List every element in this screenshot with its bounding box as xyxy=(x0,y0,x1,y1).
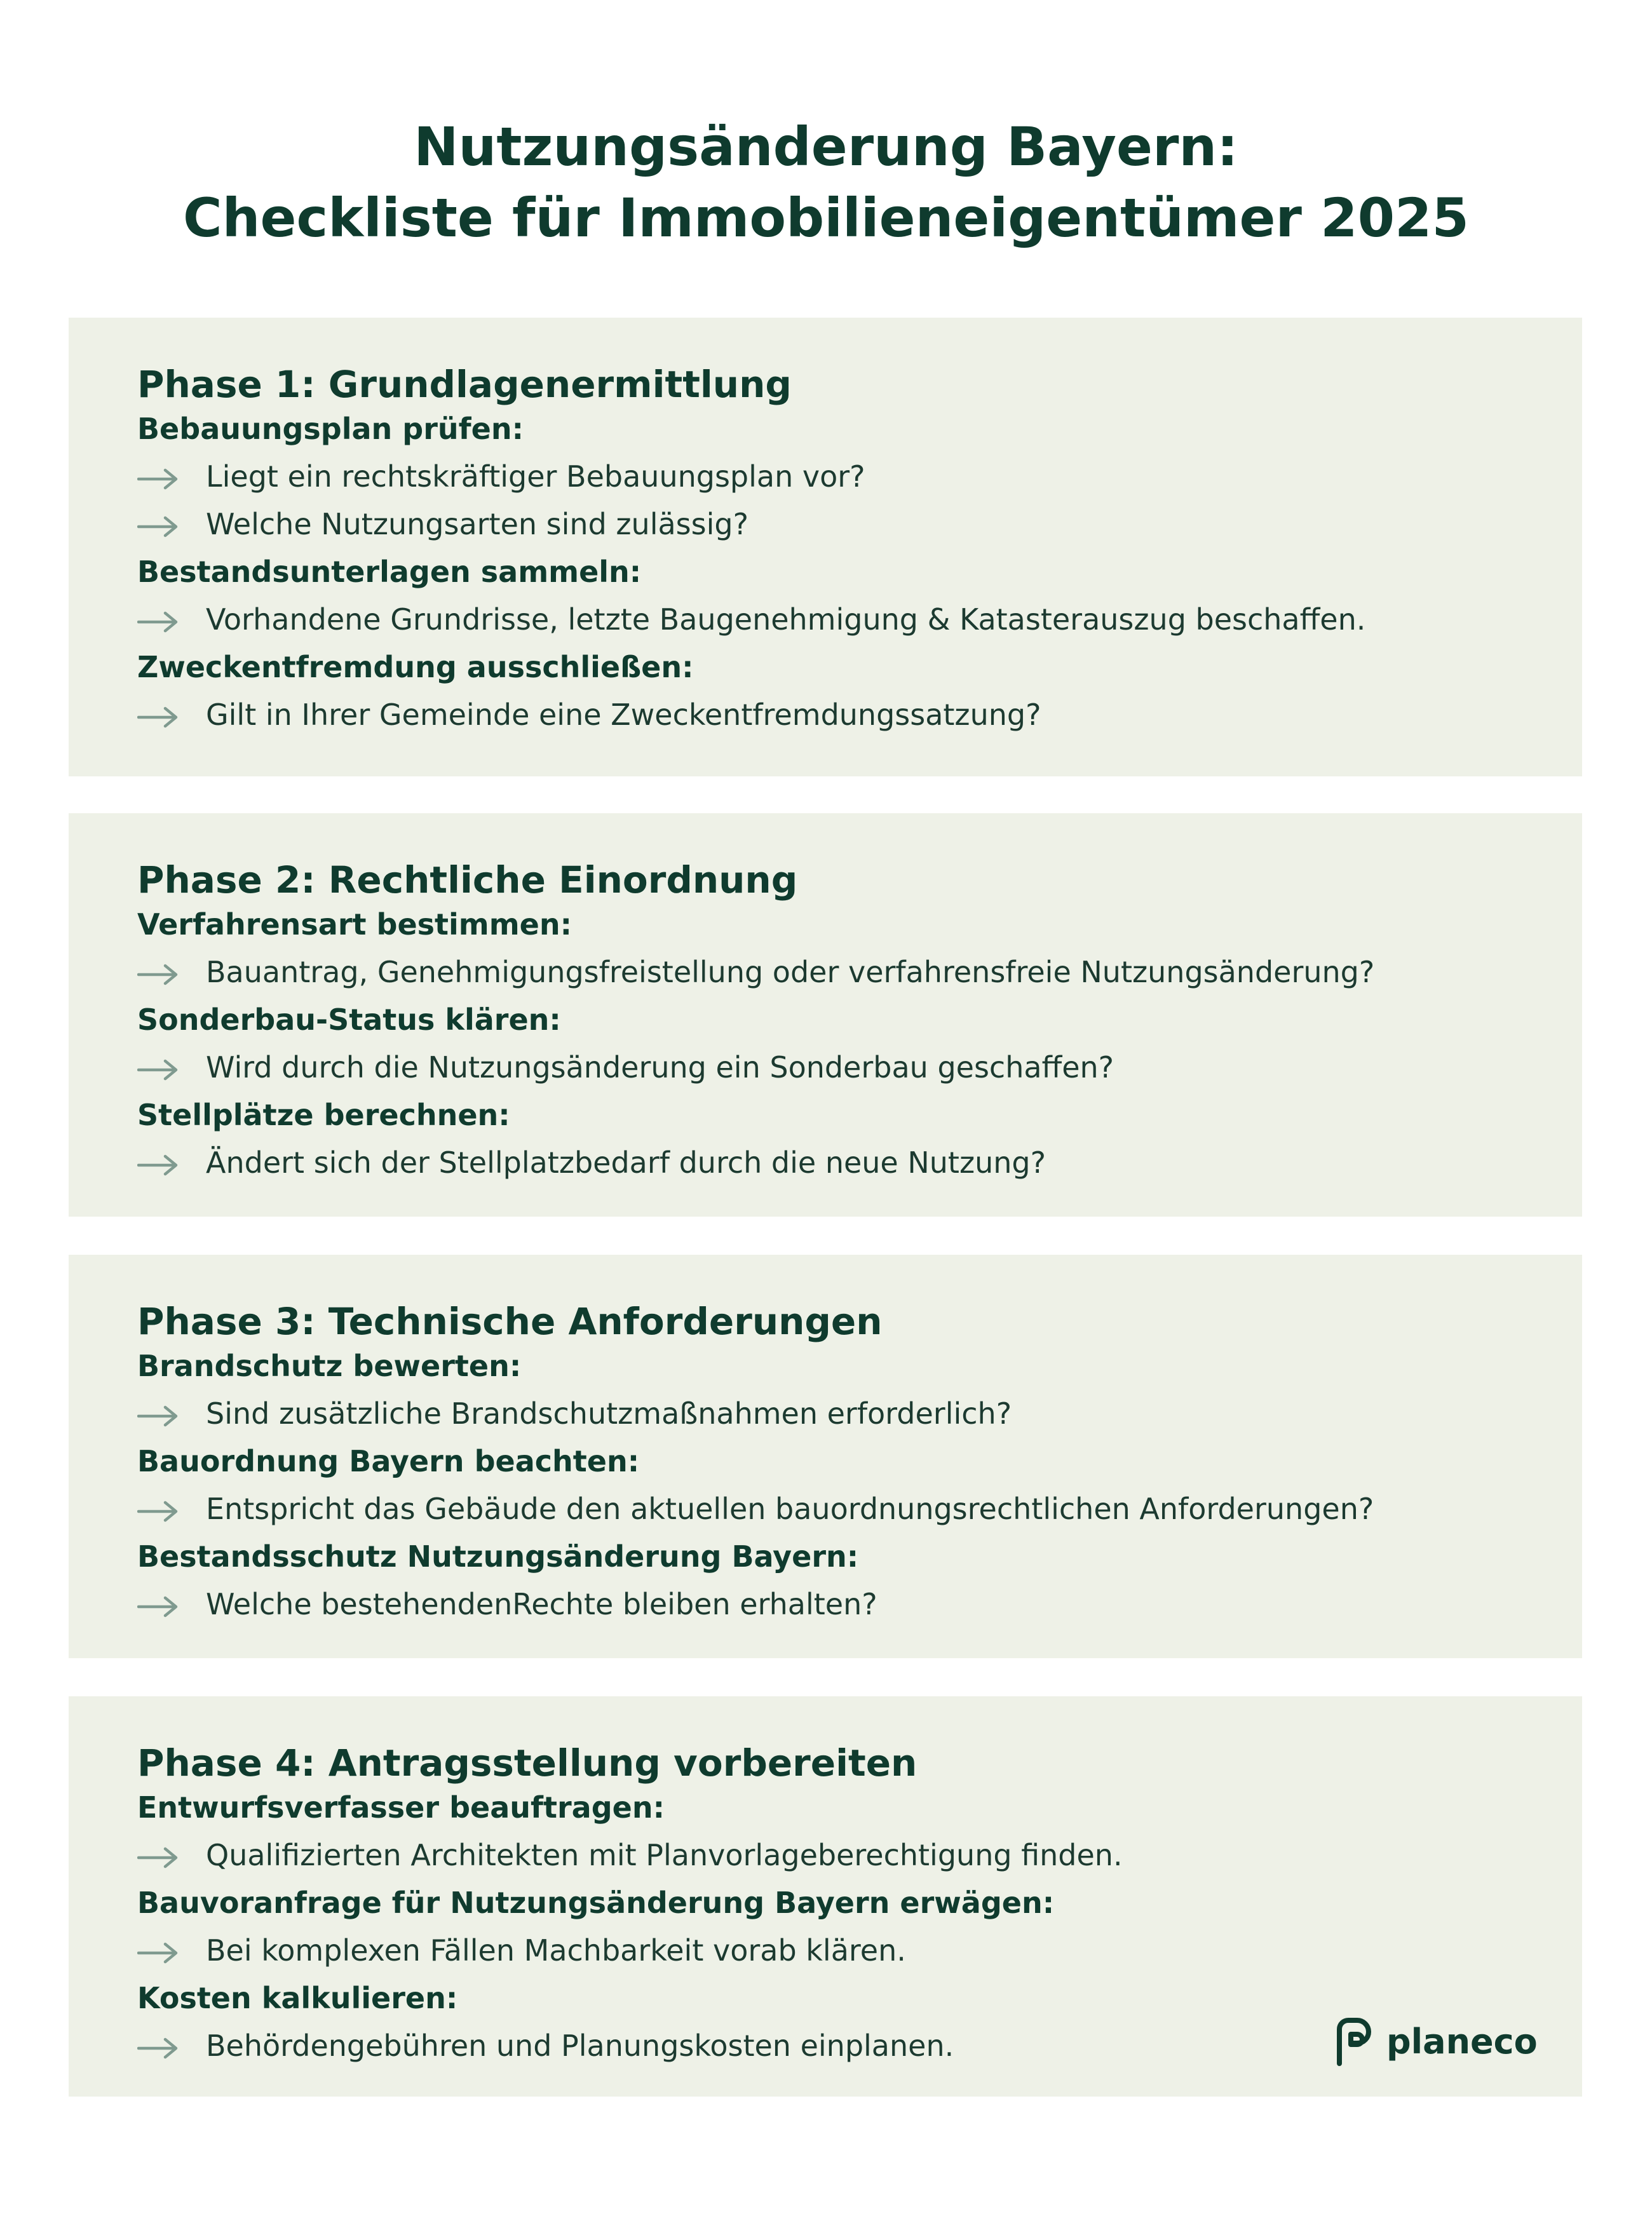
checklist-label: Bauordnung Bayern beachten: xyxy=(137,1444,640,1478)
checklist-item-text: Liegt ein rechtskräftiger Bebauungsplan vor? xyxy=(206,459,865,494)
checklist-item-text: Entspricht das Gebäude den aktuellen bauordnungsrechtlichen Anforderungen? xyxy=(206,1492,1374,1526)
arrow-right-icon xyxy=(137,1583,206,1630)
phase-panel-1 xyxy=(69,318,1582,776)
checklist-label: Sonderbau-Status klären: xyxy=(137,1003,561,1037)
checklist-item-text: Behördengebühren und Planungskosten einplanen. xyxy=(206,2029,954,2063)
arrow-right-icon xyxy=(137,503,206,550)
checklist-item-text: Qualifizierten Architekten mit Planvorlageberechtigung finden. xyxy=(206,1838,1123,1872)
phase-title: Phase 2: Rechtliche Einordnung xyxy=(137,858,798,902)
page-title xyxy=(0,111,1652,253)
checklist-item xyxy=(137,453,865,501)
checklist-item-text: Ändert sich der Stellplatzbedarf durch die neue Nutzung? xyxy=(206,1145,1046,1180)
checklist-item xyxy=(137,1927,906,1975)
checklist-item xyxy=(137,691,1041,739)
phase-title: Phase 3: Technische Anforderungen xyxy=(137,1300,883,1343)
planeco-logo xyxy=(1334,2013,1538,2070)
planeco-logo-icon xyxy=(1334,2015,1379,2067)
checklist-item-text: Wird durch die Nutzungsänderung ein Sonderbau geschaffen? xyxy=(206,1050,1114,1084)
phase-panel-3 xyxy=(69,1255,1582,1658)
page-title-line-2: Checkliste für Immobilieneigentümer 2025 xyxy=(183,187,1469,249)
checklist-item-text: Gilt in Ihrer Gemeinde eine Zweckentfremdungssatzung? xyxy=(206,698,1041,732)
arrow-right-icon xyxy=(137,2024,206,2072)
arrow-right-icon xyxy=(137,1929,206,1976)
checklist-item-text: Welche bestehendenRechte bleiben erhalten? xyxy=(206,1587,877,1621)
arrow-right-icon xyxy=(137,455,206,503)
checklist-item-text: Sind zusätzliche Brandschutzmaßnahmen erforderlich? xyxy=(206,1396,1012,1431)
checklist-item xyxy=(137,1044,1114,1091)
arrow-right-icon xyxy=(137,693,206,741)
checklist-label: Bestandsunterlagen sammeln: xyxy=(137,555,642,589)
checklist-item xyxy=(137,1581,877,1628)
checklist-item xyxy=(137,596,1365,644)
arrow-right-icon xyxy=(137,950,206,998)
checklist-item xyxy=(137,1390,1012,1438)
page-title-line-1: Nutzungsänderung Bayern: xyxy=(414,116,1238,178)
arrow-right-icon xyxy=(137,1487,206,1535)
checklist-item-text: Bei komplexen Fällen Machbarkeit vorab klären. xyxy=(206,1933,906,1968)
planeco-logo-text: planeco xyxy=(1386,2021,1538,2062)
checklist-item xyxy=(137,1139,1046,1187)
checklist-item-text: Welche Nutzungsarten sind zulässig? xyxy=(206,507,748,541)
checklist-label: Zweckentfremdung ausschließen: xyxy=(137,650,694,684)
checklist-item-text: Bauantrag, Genehmigungsfreistellung oder verfahrensfreie Nutzungsänderung? xyxy=(206,955,1375,989)
checklist-item xyxy=(137,501,748,548)
checklist-item xyxy=(137,1485,1374,1533)
checklist-item xyxy=(137,1832,1123,1879)
checklist-label: Verfahrensart bestimmen: xyxy=(137,907,572,942)
checklist-label: Stellplätze berechnen: xyxy=(137,1098,510,1132)
checklist-item xyxy=(137,949,1374,996)
arrow-right-icon xyxy=(137,1141,206,1189)
checklist-label: Entwurfsverfasser beauftragen: xyxy=(137,1790,665,1825)
checklist-label: Bestandsschutz Nutzungsänderung Bayern: xyxy=(137,1539,859,1574)
arrow-right-icon xyxy=(137,598,206,645)
checklist-label: Bauvoranfrage für Nutzungsänderung Bayern erwägen: xyxy=(137,1886,1055,1920)
arrow-right-icon xyxy=(137,1046,206,1093)
arrow-right-icon xyxy=(137,1392,206,1440)
checklist-item xyxy=(137,2022,954,2070)
arrow-right-icon xyxy=(137,1834,206,1881)
phase-title: Phase 4: Antragsstellung vorbereiten xyxy=(137,1741,917,1785)
checklist-label: Brandschutz bewerten: xyxy=(137,1349,522,1383)
phase-title: Phase 1: Grundlagenermittlung xyxy=(137,363,792,406)
checklist-label: Bebauungsplan prüfen: xyxy=(137,412,524,446)
phase-panel-2 xyxy=(69,813,1582,1217)
checklist-label: Kosten kalkulieren: xyxy=(137,1981,458,2015)
checklist-item-text: Vorhandene Grundrisse, letzte Baugenehmigung & Katasterauszug beschaffen. xyxy=(206,602,1366,637)
